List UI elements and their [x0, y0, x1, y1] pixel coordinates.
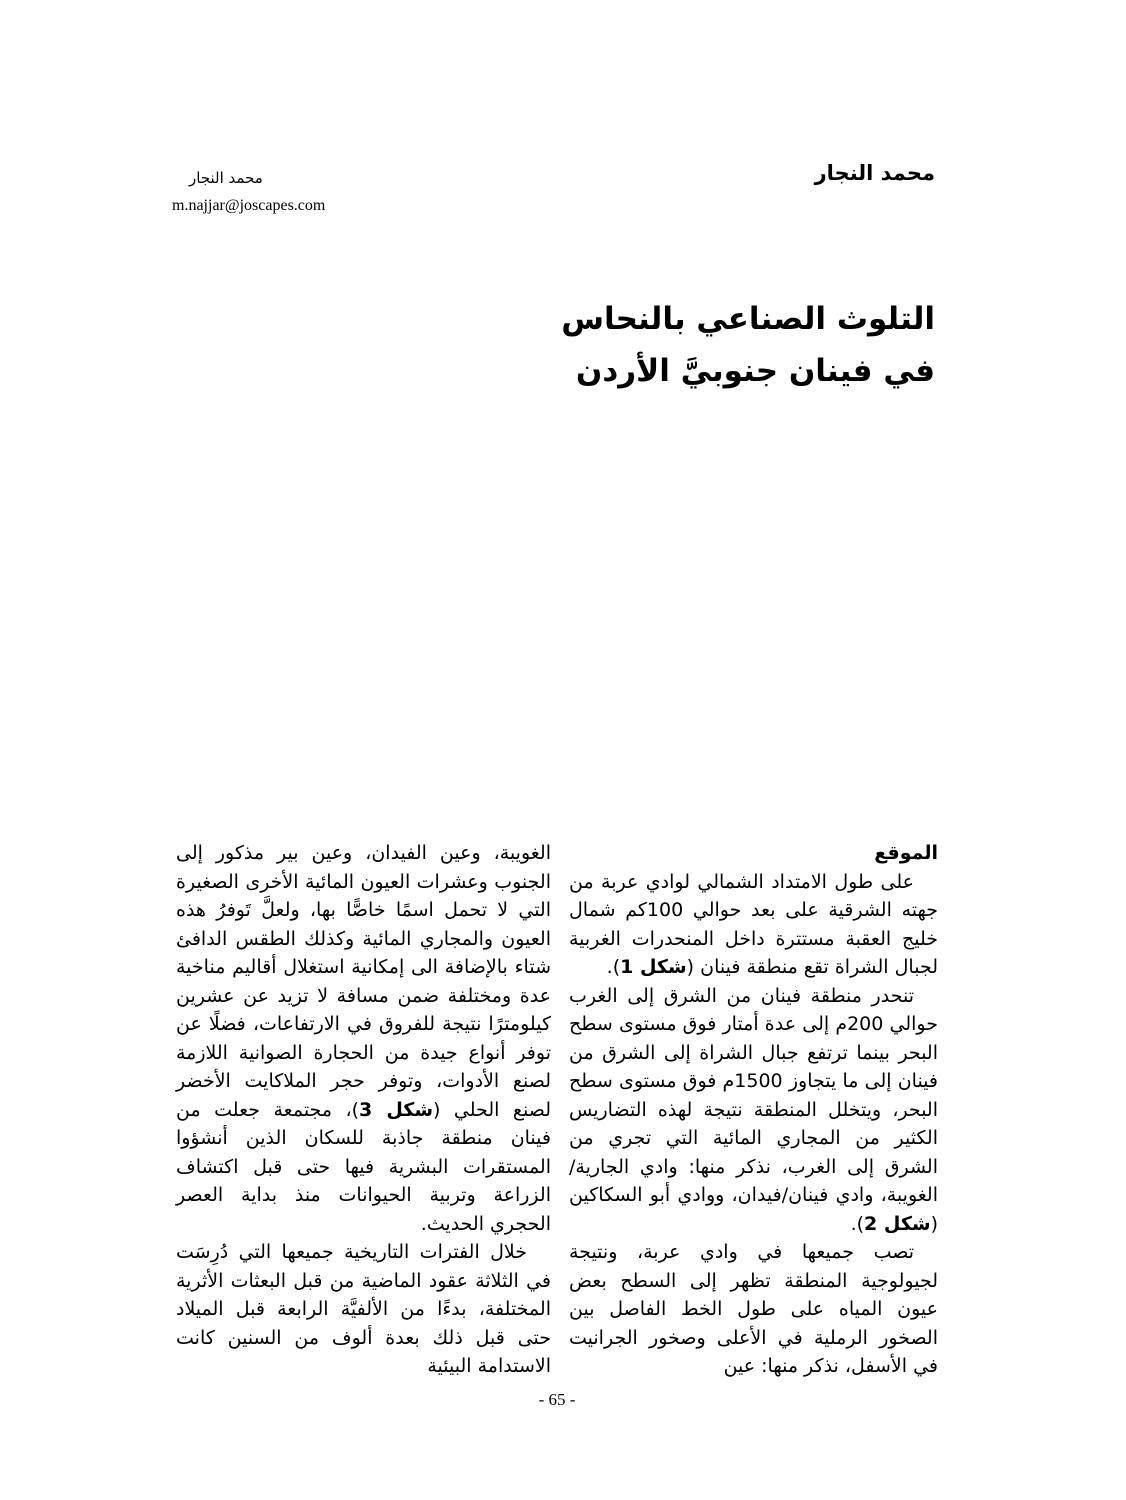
section-heading-location: الموقع — [874, 842, 938, 864]
left-column — [176, 839, 551, 1381]
text-run: ). — [606, 956, 621, 978]
article-title-line-1: التلوث الصناعي بالنحاس — [561, 301, 935, 337]
paragraph — [569, 982, 938, 1239]
paragraph — [176, 839, 551, 1238]
author-name-arabic-bold: محمد النجار — [814, 161, 935, 185]
right-column-text — [569, 868, 938, 1381]
author-name-small: محمد النجار — [189, 169, 263, 187]
text-run: الغويبة، وعين الفيدان، وعين بير مذكور إلى الجنوب وعشرات العيون المائية الأخرى الصغيرة التي لا تحمل اسمًا خاصًّا بها، ولعلَّ تَوفرُ هذه العيون والمجاري المائية وكذلك الطقس الدافئ شتاء بالإضافة الى إمكانية استغلال أقاليم مناخية عدة ومختلفة ضمن مسافة لا تزيد عن عشرين كيلومترًا نتيجة للفروق في الارتفاعات، فضلًا عن توفر أنواع جيدة من الحجارة الصوانية اللازمة لصنع الأدوات، وتوفر حجر الملاكايت الأخضر لصنع الحلي ( — [176, 842, 551, 1121]
text-run: ). — [850, 1212, 865, 1235]
text-run: خلال الفترات التاريخية جميعها التي دُرِسَت في الثلاثة عقود الماضية من قبل البعثات الأثرية المختلفة، بدءًا من الألفيَّة الرابعة قبل الميلاد حتى قبل ذلك بعدة ألوف من السنين كانت الاستدامة البيئية — [176, 1241, 551, 1377]
figure-reference-bold: شكل 2 — [864, 1212, 931, 1235]
article-title — [561, 293, 935, 397]
figure-reference-bold: شكل 1 — [620, 956, 687, 978]
text-run: تنحدر منطقة فينان من الشرق إلى الغرب حوالي 200م إلى عدة أمتار فوق مستوى سطح البحر بينما ترتفع جبال الشراة إلى الشرق من فينان إلى ما يتجاوز 1500م فوق مستوى سطح البحر، ويتخلل المنطقة نتيجة لهذه التضاريس الكثير من المجاري المائية التي تجري من الشرق إلى الغرب، نذكر منها: وادي الجارية/الغويبة، وادي فينان/فيدان، ووادي أبو السكاكين ( — [569, 984, 939, 1235]
figure-reference-bold: شكل 3 — [359, 1098, 434, 1121]
text-run: )، مجتمعة جعلت من فينان منطقة جاذبة للسكان الذين أنشؤوا المستقرات البشرية فيها حتى قبل اكتشاف الزراعة وتربية الحيوانات منذ بداية العصر الحجري الحديث. — [176, 1098, 551, 1235]
text-run: على طول الامتداد الشمالي لوادي عربة من جهته الشرقية على بعد حوالي 100كم شمال خليج العقبة مستترة داخل المنحدرات الغربية لجبال الشراة تقع منطقة فينان ( — [569, 870, 938, 978]
paragraph — [176, 1238, 551, 1381]
author-email: m.najjar@joscapes.com — [172, 197, 326, 214]
right-column — [569, 839, 938, 1381]
page-number: - 65 - — [538, 1390, 576, 1409]
left-column-text — [176, 839, 551, 1381]
body-text-columns — [176, 839, 938, 1381]
author-contact-block — [172, 169, 325, 215]
paragraph — [569, 868, 938, 982]
paragraph — [569, 1238, 938, 1381]
article-title-line-2: في فينان جنوبيَّ الأردن — [575, 353, 935, 389]
text-run: تصب جميعها في وادي عربة، ونتيجة لجيولوجية المنطقة تظهر إلى السطح بعض عيون المياه على طول الخط الفاصل بين الصخور الرملية في الأعلى وصخور الجرانيت في الأسفل، نذكر منها: عين — [569, 1241, 938, 1377]
